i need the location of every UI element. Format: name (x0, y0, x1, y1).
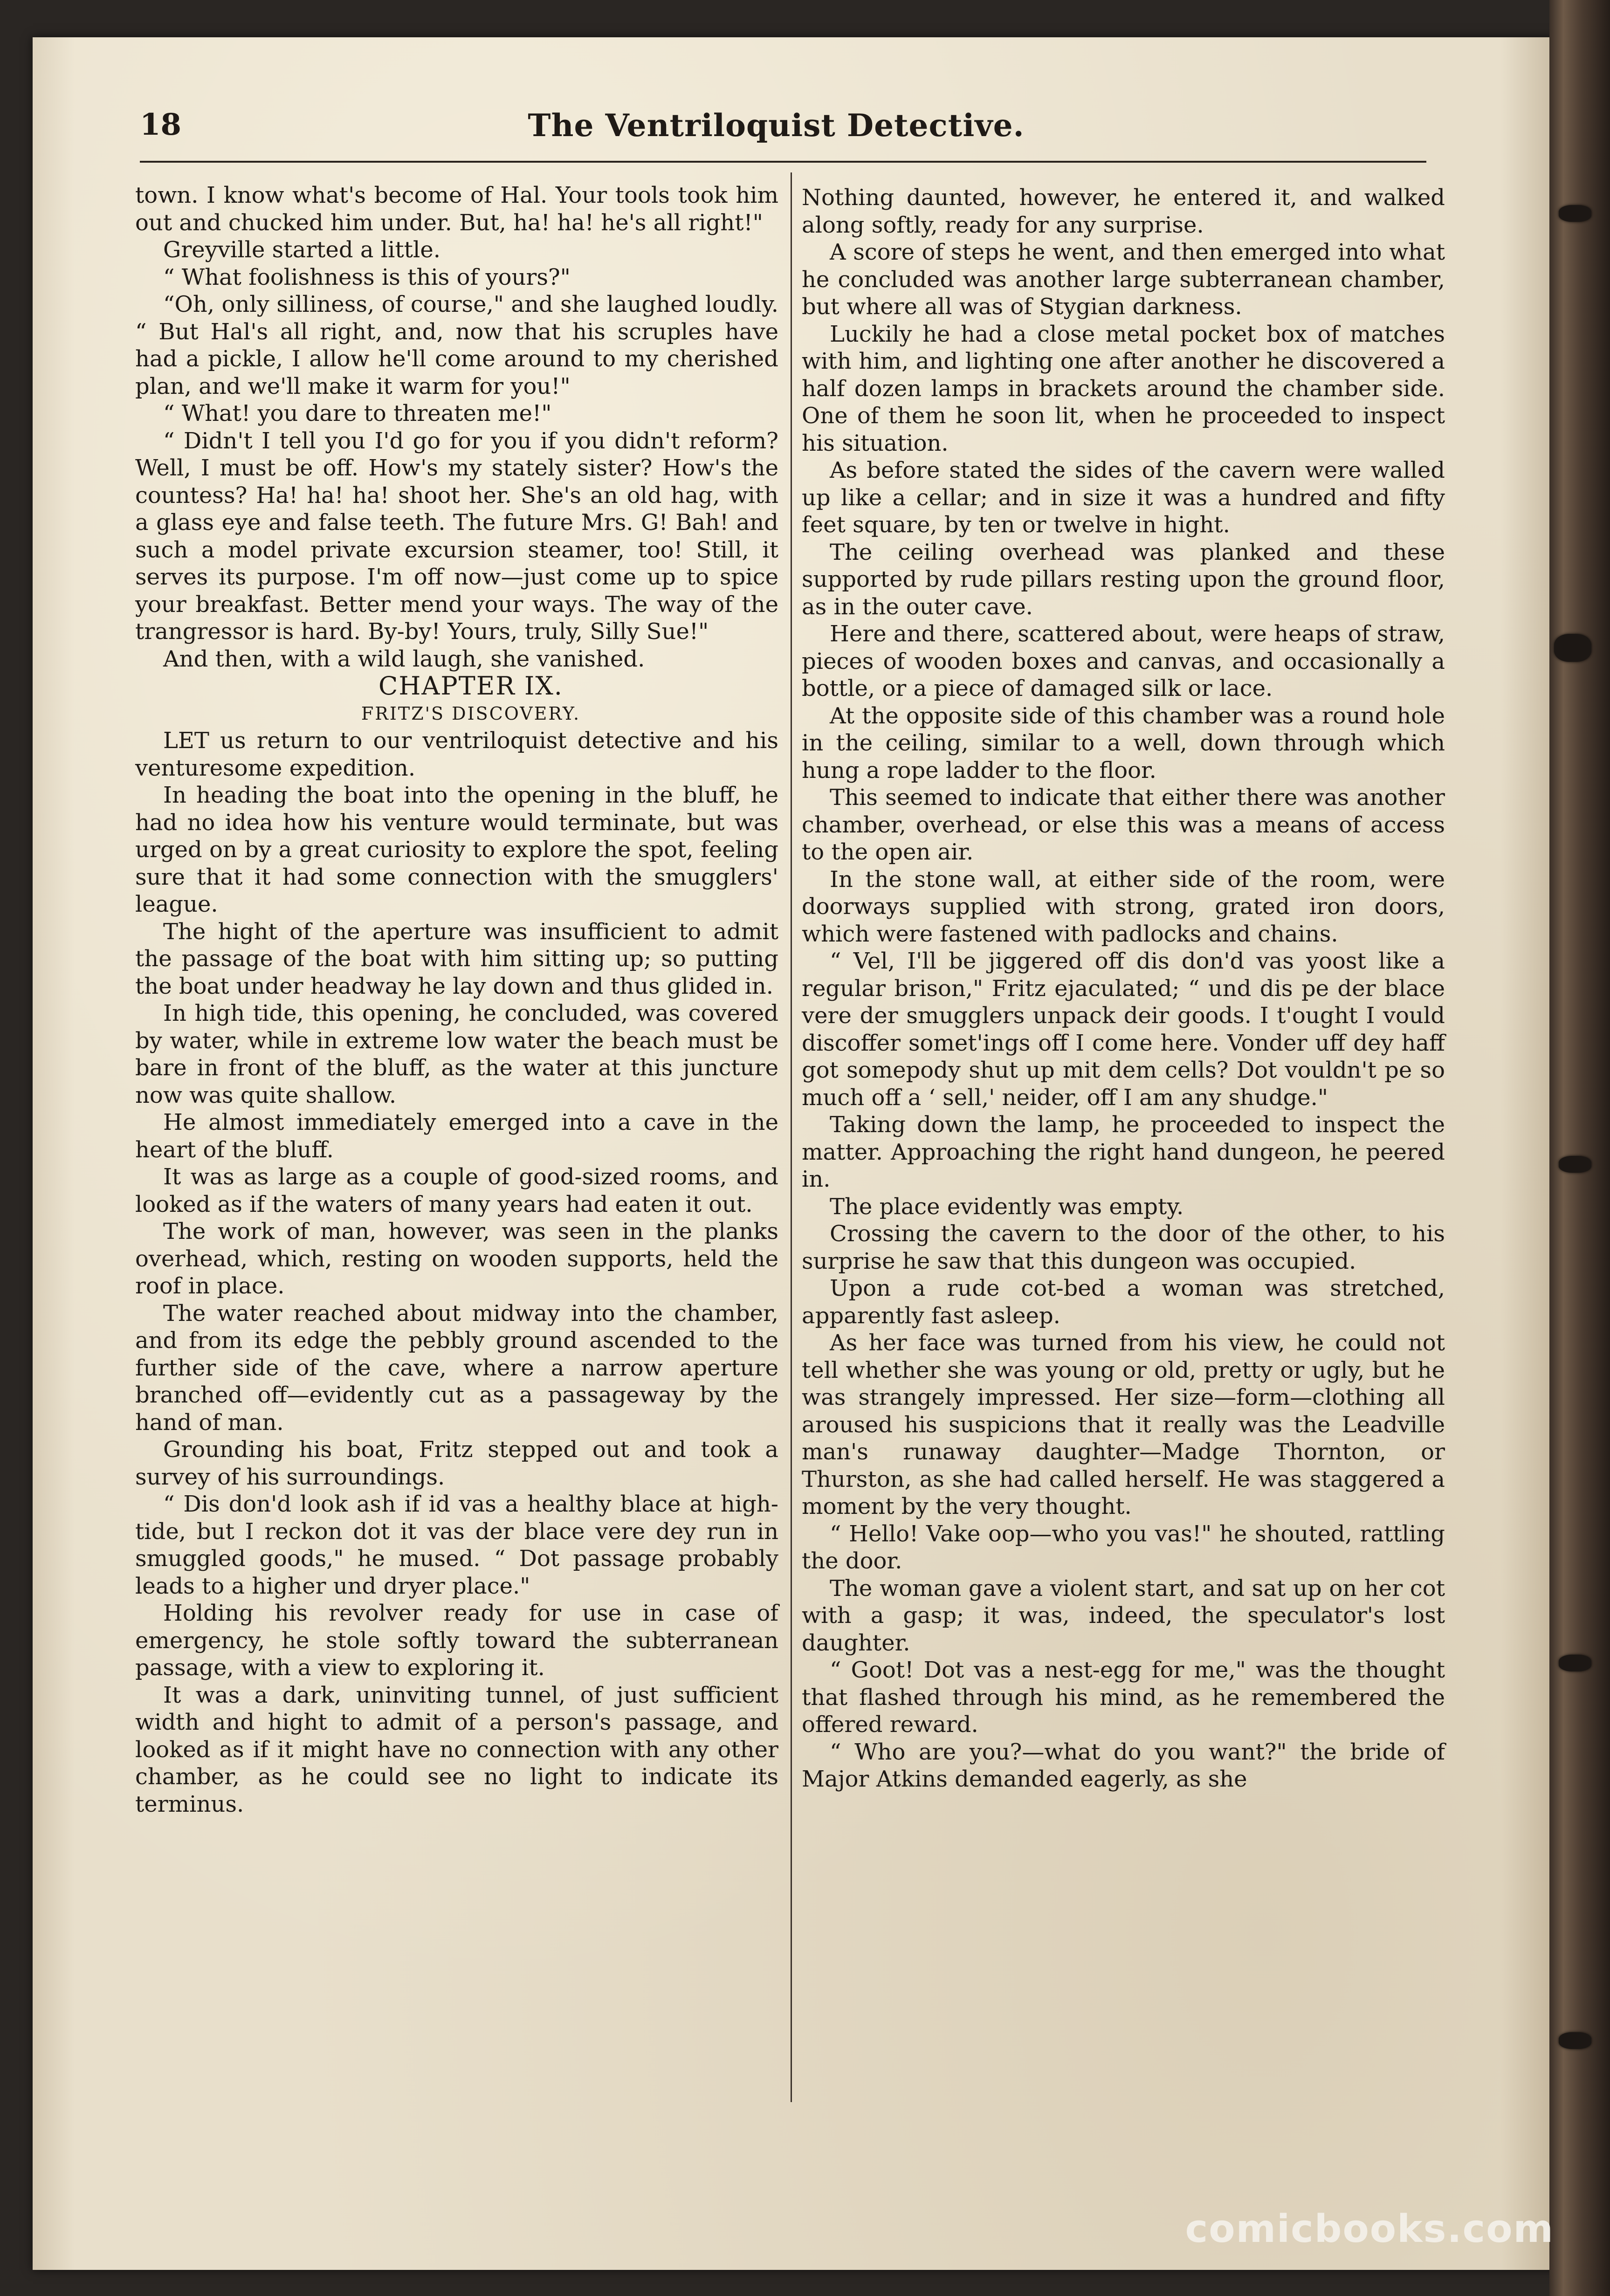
right-column (802, 184, 1445, 1793)
paragraph: town. I know what's become of Hal. Your tools took him out and chucked him under. But, ha! ha! he's all right!" (135, 182, 778, 236)
paragraph: “ Who are you?—what do you want?" the bride of Major Atkins demanded eagerly, as she (802, 1739, 1445, 1792)
paragraph: A score of steps he went, and then emerged into what he concluded was another large subterranean chamber, but where all was of Stygian darkness. (802, 239, 1445, 320)
paragraph: “ Didn't I tell you I'd go for you if you didn't reform? Well, I must be off. How's my stately sister? How's the countess? Ha! ha! ha! shoot her. She's an old hag, with a glass eye and false teeth. The future Mrs. G! Bah! and such a model private excursion steamer, too! Still, it serves its purpose. I'm off now—just come up to spice your breakfast. Better mend your ways. The way of the trangressor is hard. By-by! Yours, truly, Silly Sue!" (135, 427, 778, 645)
paragraph: “Oh, only silliness, of course," and she laughed loudly. “ But Hal's all right, and, now that his scruples have had a pickle, I allow he'll come around to my cherished plan, and we'll make it warm for you!" (135, 291, 778, 399)
paragraph: In high tide, this opening, he concluded, was covered by water, while in extreme low water the beach must be bare in front of the bluff, as the water at this juncture now was quite shallow. (135, 1000, 778, 1108)
paragraph: Crossing the cavern to the door of the other, to his surprise he saw that this dungeon was occupied. (802, 1221, 1445, 1274)
paragraph: Luckily he had a close metal pocket box of matches with him, and lighting one after another he discovered a half dozen lamps in brackets around the chamber side. One of them he soon lit, when he proceeded to inspect his situation. (802, 321, 1445, 456)
paragraph: “ What! you dare to threaten me!" (163, 400, 552, 426)
paragraph: “ Goot! Dot vas a nest-egg for me," was the thought that flashed through his mind, as he remembered the offered reward. (802, 1657, 1445, 1738)
page-header (103, 98, 1450, 154)
paragraph: The woman gave a violent start, and sat up on her cot with a gasp; it was, indeed, the speculator's lost daughter. (802, 1575, 1445, 1656)
paragraph: Grounding his boat, Fritz stepped out and took a survey of his surroundings. (135, 1437, 778, 1490)
paragraph: It was as large as a couple of good-sized rooms, and looked as if the waters of many years had eaten it out. (135, 1164, 778, 1217)
book-binding-edge (1549, 0, 1610, 2296)
paragraph: Greyville started a little. (163, 237, 440, 263)
paragraph: It was a dark, uninviting tunnel, of just sufficient width and hight to admit of a person's passage, and looked as if it might have no connection with any other chamber, as he could see no light to indicate its terminus. (135, 1682, 778, 1817)
paragraph: “ What foolishness is this of yours?" (163, 264, 571, 290)
paragraph: The ceiling overhead was planked and these supported by rude pillars resting upon the ground floor, as in the outer cave. (802, 539, 1445, 620)
left-column (135, 182, 778, 1818)
paragraph: And then, with a wild laugh, she vanished. (163, 646, 645, 672)
paragraph: This seemed to indicate that either there was another chamber, overhead, or else this was a means of access to the open air. (802, 784, 1445, 865)
paragraph: He almost immediately emerged into a cave in the heart of the bluff. (135, 1109, 778, 1163)
binding-stitch (1559, 1655, 1591, 1671)
chapter-subtitle: FRITZ'S DISCOVERY. (361, 703, 581, 724)
paragraph: As her face was turned from his view, he could not tell whether she was young or old, pretty or ugly, but he was strangely impressed. Her size—form—clothing all aroused his suspicions that it really was the Leadville man's runaway daughter—Madge Thornton, or Thurston, as she had called herself. He was staggered a moment by the very thought. (802, 1330, 1445, 1519)
paragraph: “ Hello! Vake oop—who you vas!" he shouted, rattling the door. (802, 1520, 1445, 1574)
header-rule (140, 161, 1426, 163)
paragraph: In the stone wall, at either side of the room, were doorways supplied with strong, grated iron doors, which were fastened with padlocks and chains. (802, 866, 1445, 947)
paragraph: “ Vel, I'll be jiggered off dis don'd vas yoost like a regular brison," Fritz ejaculated; “ und dis pe der blace vere der smugglers unpack deir goods. I t'ought I vould discoffer somet'ings off I come here. Vonder uff dey haff got somepody shut up mit dem cells? Dot vouldn't pe so much off a ‘ sell,' neider, off I am any shudge." (802, 948, 1445, 1111)
binding-stitch (1554, 634, 1591, 662)
paragraph: The hight of the aperture was insufficient to admit the passage of the boat with him sitting up; so putting the boat under headway he lay down and thus glided in. (135, 918, 778, 999)
binding-stitch (1559, 2032, 1591, 2049)
paragraph: Upon a rude cot-bed a woman was stretched, apparently fast asleep. (802, 1275, 1445, 1329)
paragraph: The place evidently was empty. (830, 1193, 1184, 1220)
paragraph: “ Dis don'd look ash if id vas a healthy blace at high-tide, but I reckon dot it vas der blace vere dey run in smuggled goods," he mused. “ Dot passage probably leads to a higher und dryer place." (135, 1491, 778, 1599)
binding-stitch (1559, 205, 1591, 222)
page-number: 18 (140, 107, 182, 142)
paragraph: The water reached about midway into the chamber, and from its edge the pebbly ground ascended to the further side of the cave, where a narrow aperture branched off—evidently cut as a passageway by the hand of man. (135, 1300, 778, 1436)
paragraph: As before stated the sides of the cavern were walled up like a cellar; and in size it was a hundred and fifty feet square, by ten or twelve in hight. (802, 457, 1445, 538)
paragraph: In heading the boat into the opening in the bluff, he had no idea how his venture would terminate, but was urged on by a great curiosity to explore the spot, feeling sure that it had some connection with the smugglers' league. (135, 782, 778, 917)
chapter-heading: CHAPTER IX. (378, 671, 563, 701)
paragraph: At the opposite side of this chamber was a round hole in the ceiling, similar to a well, down through which hung a rope ladder to the floor. (802, 702, 1445, 784)
paragraph: The work of man, however, was seen in the planks overhead, which, resting on wooden supports, held the roof in place. (135, 1218, 778, 1299)
paragraph: Taking down the lamp, he proceeded to inspect the matter. Approaching the right hand dungeon, he peered in. (802, 1112, 1445, 1192)
column-divider (791, 172, 792, 2102)
binding-stitch (1559, 1156, 1591, 1173)
paragraph: Holding his revolver ready for use in case of emergency, he stole softly toward the subterranean passage, with a view to exploring it. (135, 1600, 778, 1681)
paragraph: LET us return to our ventriloquist detective and his venturesome expedition. (135, 728, 778, 781)
running-title: The Ventriloquist Detective. (528, 107, 1025, 144)
paragraph: Here and there, scattered about, were heaps of straw, pieces of wooden boxes and canvas, and occasionally a bottle, or a piece of damaged silk or lace. (802, 621, 1445, 701)
paragraph: Nothing daunted, however, he entered it, and walked along softly, ready for any surprise. (802, 185, 1445, 238)
site-watermark: comicbooks.com (1185, 2207, 1554, 2251)
